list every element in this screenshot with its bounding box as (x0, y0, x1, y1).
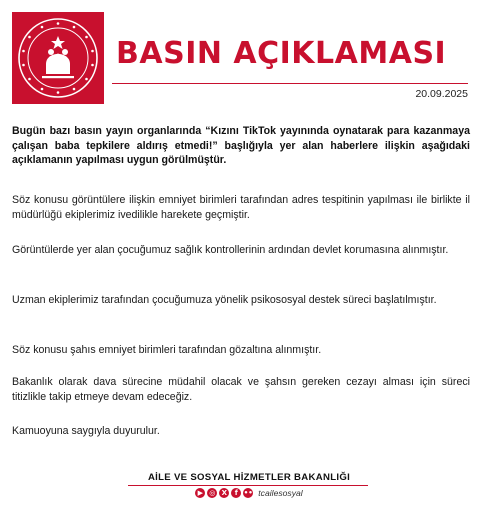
flickr-icon[interactable]: •• (243, 489, 253, 497)
ministry-emblem-icon (16, 16, 100, 100)
instagram-icon[interactable]: ◎ (209, 489, 216, 497)
release-date: 20.09.2025 (415, 88, 468, 100)
header-divider (112, 83, 468, 84)
lead-paragraph: Bugün bazı basın yayın organlarında “Kızını TikTok yayınında oynatarak para kazanmaya çalışan baba tepkilere aldırış etmedi!” başlığıyla yer alan haberlere ilişkin aşağıdaki açıklamanın yapılması uygun görülmüştür. (12, 125, 470, 166)
facebook-icon[interactable]: f (231, 488, 241, 498)
body-paragraph: Uzman ekiplerimiz tarafından çocuğumuza yönelik psikososyal destek süreci başlatılmıştır. (12, 294, 437, 306)
social-links (0, 488, 498, 498)
body-paragraph: Söz konusu şahıs emniyet birimleri tarafından gözaltına alınmıştır. (12, 344, 322, 356)
body-paragraph: Söz konusu görüntülere ilişkin emniyet birimleri tarafından adres tespitinin yapılması ile birlikte il müdürlüğü ekiplerimiz ivedilikle harekete geçmiştir. (12, 194, 470, 221)
ministry-name: AİLE VE SOSYAL HİZMETLER BAKANLIĞI (147, 472, 351, 483)
social-handle[interactable]: tcailesosyal (258, 488, 303, 498)
x-icon[interactable]: X (219, 488, 229, 498)
youtube-icon[interactable]: ▶ (195, 488, 205, 498)
page-title: BASIN AÇIKLAMASI (116, 36, 447, 71)
body-paragraph: Bakanlık olarak dava sürecine müdahil olacak ve şahsın gereken cezayı alması için süreci titizlikle takip etmeye devam edeceğiz. (12, 376, 470, 403)
body-paragraph: Görüntülerde yer alan çocuğumuz sağlık kontrollerinin ardından devlet korumasına alınmıştır. (12, 244, 449, 256)
closing-paragraph: Kamuoyuna saygıyla duyurulur. (12, 425, 160, 437)
ministry-logo (12, 12, 104, 104)
footer-divider (128, 485, 368, 486)
